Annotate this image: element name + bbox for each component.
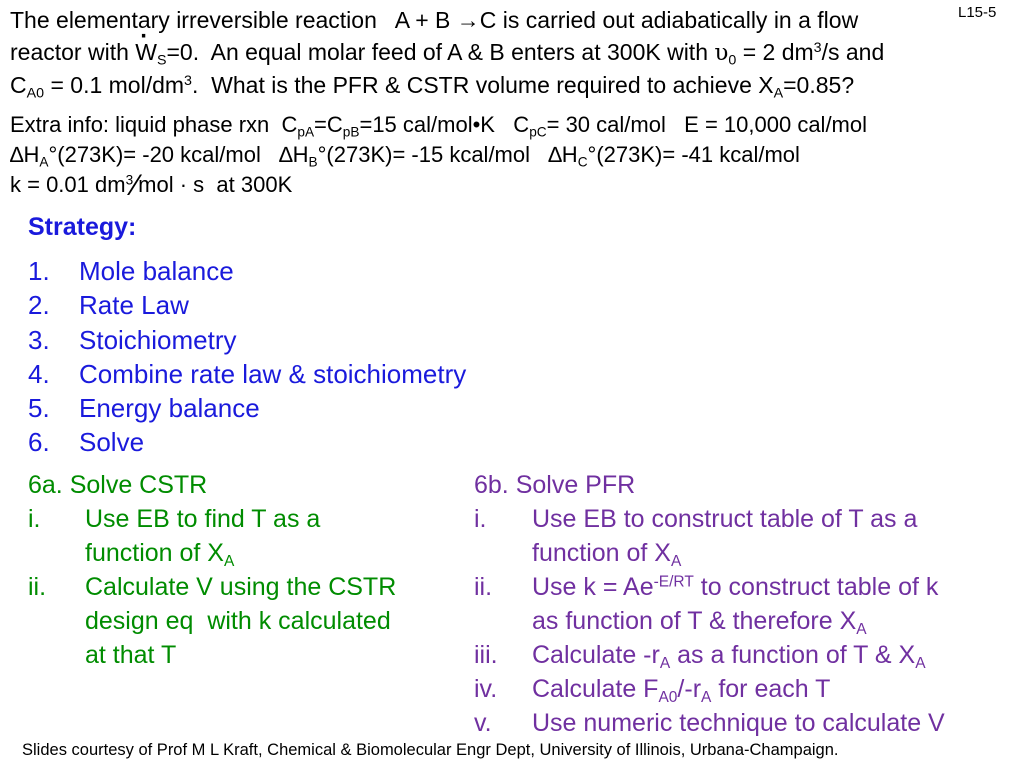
pfr-item-iii-text: Calculate $-r_A$ as a function of T & $X_A$ bbox=[532, 641, 926, 672]
upsilon-symbol: υ bbox=[714, 40, 729, 66]
reaction-arrow: → bbox=[456, 7, 480, 33]
pfr-section bbox=[474, 470, 1014, 740]
shaft-work-symbol: W · bbox=[135, 36, 157, 68]
extra-info-line-2: $\Delta H_A^\circ(273K)= -20$ kcal/mol $\Delta H_B^\circ(273K)= -15$ kcal/mol $\Delta H_C^\circ(273K)= -41$ kcal/mol bbox=[10, 142, 800, 170]
pfr-item-i-line-2: function of $X_A$ bbox=[532, 539, 682, 570]
pfr-item-i-number: i. bbox=[474, 505, 487, 533]
cstr-item-i-line-1: Use EB to find T as a bbox=[85, 505, 321, 533]
list-item: 4. Combine rate law & stoichiometry bbox=[28, 358, 467, 389]
pfr-item-ii-line-2: as function of T & therefore $X_A$ bbox=[532, 607, 867, 638]
fraction-slash: ⁄ bbox=[133, 169, 139, 202]
pfr-item-ii-number: ii. bbox=[474, 573, 493, 601]
slide-number: L15-5 bbox=[958, 4, 997, 21]
list-item: 3. Stoichiometry bbox=[28, 324, 237, 355]
pfr-item-iv-text: Calculate $F_{A0}/-r_A$ for each T bbox=[532, 675, 831, 706]
pfr-title: 6b. Solve PFR bbox=[474, 471, 636, 499]
pfr-item-iii-number: iii. bbox=[474, 641, 498, 669]
cstr-section bbox=[28, 470, 458, 670]
cstr-item-i-number: i. bbox=[28, 505, 41, 533]
list-item: 6. Solve bbox=[28, 427, 145, 458]
problem-line-3: $C_{A0} = 0.1$ mol/$dm^3$. What is the PFR & CSTR volume required to achieve $X_A=0.85$? bbox=[10, 72, 855, 102]
footer-credit: Slides courtesy of Prof M L Kraft, Chemical & Biomolecular Engr Dept, University of Illinois, Urbana-Champaign. bbox=[22, 741, 839, 759]
pfr-item-v-text: Use numeric technique to calculate V bbox=[532, 709, 945, 737]
pfr-item-ii-line-1: Use $k = Ae^{-E/RT}$ to construct table of k bbox=[532, 573, 939, 601]
extra-info bbox=[10, 110, 867, 201]
list-item: 5. Energy balance bbox=[28, 393, 260, 424]
cstr-item-ii-line-1: Calculate V using the CSTR bbox=[85, 573, 397, 601]
problem-statement bbox=[10, 4, 884, 101]
pfr-item-iv-number: iv. bbox=[474, 675, 498, 703]
extra-info-line-1: Extra info: liquid phase rxn $C_{pA}=C_{pB}=15$ cal/mol•K $C_{pC}= 30$ cal/mol E = 10,000 cal/mol bbox=[10, 112, 868, 140]
list-item: 1. Mole balance bbox=[28, 256, 234, 286]
cstr-title: 6a. Solve CSTR bbox=[28, 471, 208, 499]
extra-info-line-3: k = 0.01 $dm^3⁄mol \cdot s$ at 300K bbox=[10, 169, 293, 202]
cstr-item-i-line-2: function of $X_A$ bbox=[85, 539, 235, 570]
cstr-item-ii-number: ii. bbox=[28, 573, 47, 601]
list-item: 2. Rate Law bbox=[28, 290, 189, 321]
problem-line-2: reactor with $W \cdot_S=0$. An equal molar feed of A & B enters at 300K with $\upsilon_0 = 2$ $dm^3/s$ and bbox=[10, 36, 884, 69]
strategy-steps bbox=[28, 254, 528, 460]
pfr-item-v-number: v. bbox=[474, 709, 492, 737]
cstr-item-ii-line-3: at that T bbox=[85, 641, 177, 669]
pfr-item-i-line-1: Use EB to construct table of T as a bbox=[532, 505, 918, 533]
strategy-title: Strategy: bbox=[28, 213, 137, 241]
problem-line-1: The elementary irreversible reaction A + B →C is carried out adiabatically in a flow bbox=[10, 7, 859, 33]
cstr-item-ii-line-2: design eq with k calculated bbox=[85, 607, 391, 635]
